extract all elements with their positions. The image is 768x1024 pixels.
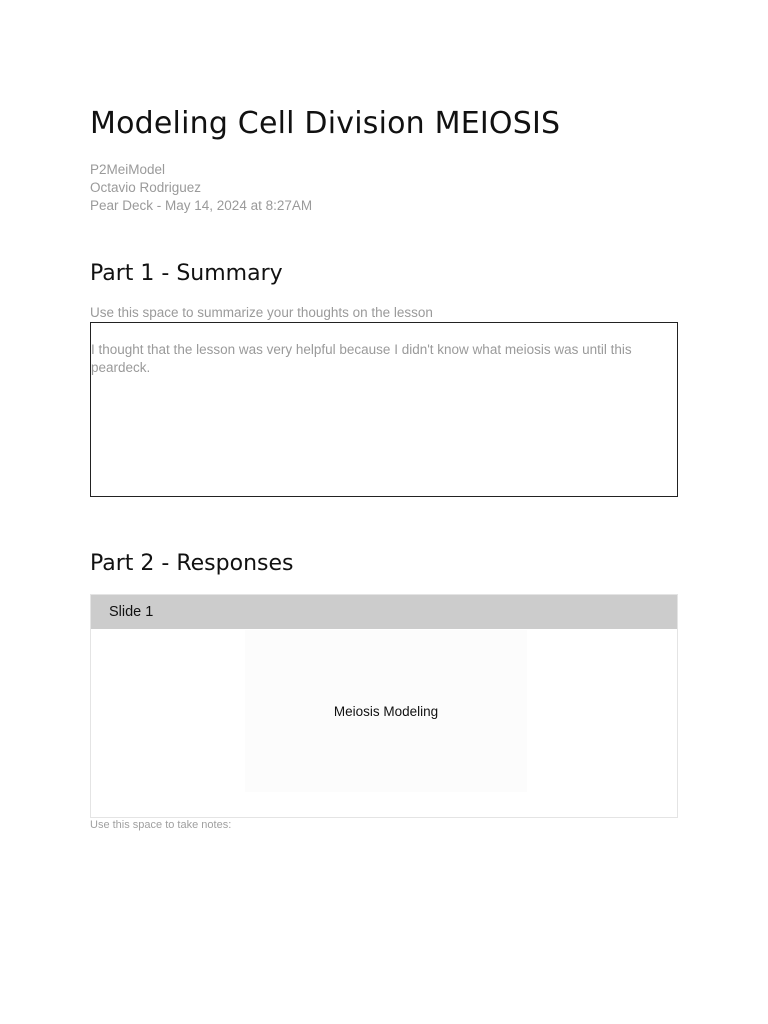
slide-card bbox=[90, 594, 678, 818]
slide-preview bbox=[245, 630, 527, 792]
deck-code: P2MeiModel bbox=[90, 162, 166, 177]
slide-preview-title: Meiosis Modeling bbox=[333, 703, 439, 719]
document-title: Modeling Cell Division MEIOSIS bbox=[90, 106, 561, 141]
summary-text: I thought that the lesson was very helpful because I didn't know what meiosis was until this peardeck. bbox=[91, 342, 632, 375]
summary-box[interactable] bbox=[90, 322, 678, 497]
part1-heading: Part 1 - Summary bbox=[90, 261, 283, 286]
source-date: Pear Deck - May 14, 2024 at 8:27AM bbox=[90, 198, 313, 213]
summary-prompt: Use this space to summarize your thoughts on the lesson bbox=[90, 305, 433, 320]
part2-heading: Part 2 - Responses bbox=[90, 551, 294, 576]
document-meta bbox=[90, 161, 312, 215]
notes-label: Use this space to take notes: bbox=[90, 819, 232, 831]
slide-header bbox=[91, 595, 677, 629]
student-name: Octavio Rodriguez bbox=[90, 180, 202, 195]
slide-label: Slide 1 bbox=[109, 604, 154, 620]
